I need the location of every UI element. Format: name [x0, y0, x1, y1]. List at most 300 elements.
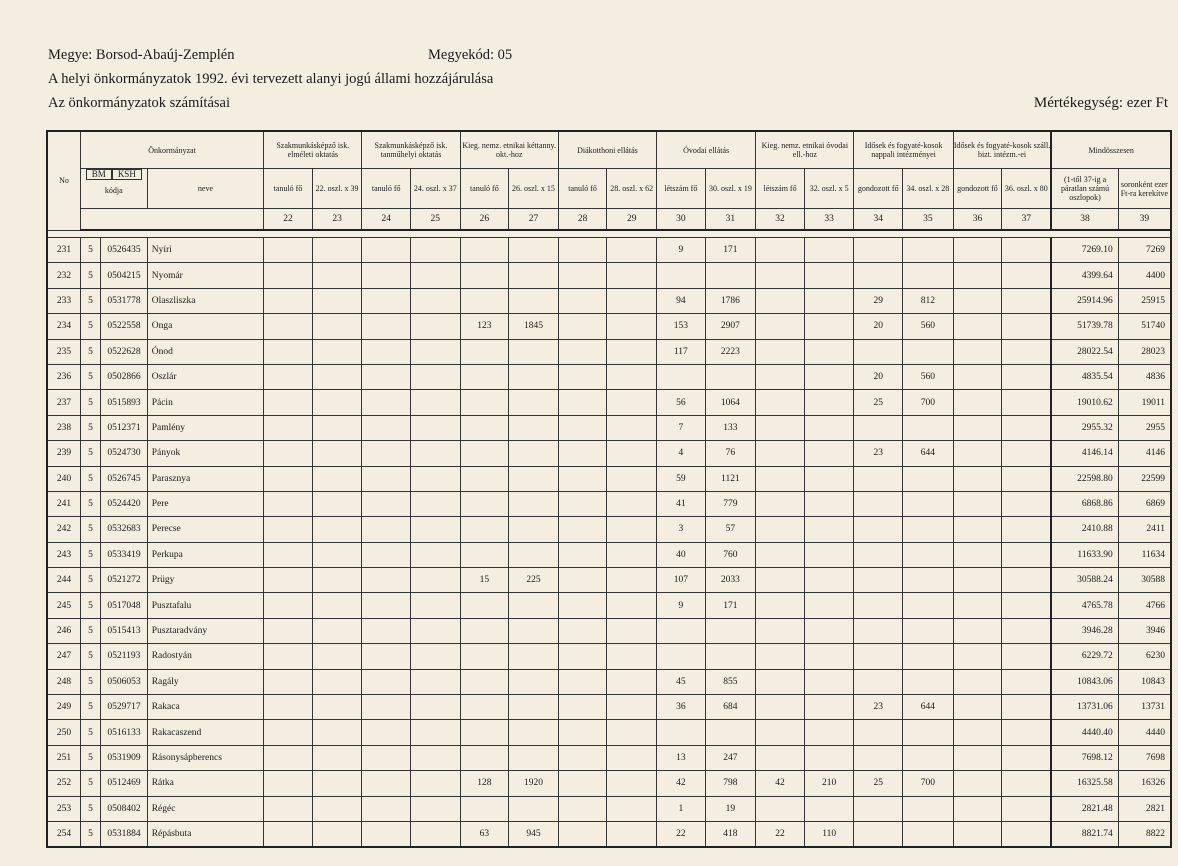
value-cell — [953, 568, 1002, 593]
value-cell — [312, 542, 362, 567]
value-cell — [953, 669, 1002, 694]
value-cell — [903, 415, 954, 440]
table-row — [47, 669, 1171, 694]
value-cell — [509, 796, 559, 821]
value-cell — [312, 491, 362, 516]
value-cell: 3 — [657, 517, 706, 542]
value-cell: 2411 — [1118, 517, 1171, 542]
value-cell — [804, 593, 854, 618]
value-cell — [756, 263, 805, 288]
value-cell — [756, 644, 805, 669]
ksh-code: 0515413 — [101, 618, 148, 643]
bm-code: 5 — [80, 695, 100, 720]
table-row — [47, 644, 1171, 669]
ksh-code: 0508402 — [101, 796, 148, 821]
value-cell — [410, 263, 460, 288]
ksh-code: 0515893 — [101, 390, 148, 415]
table-header — [47, 131, 1171, 230]
value-cell — [903, 618, 954, 643]
column-number: 24 — [362, 209, 411, 231]
value-cell — [804, 263, 854, 288]
value-cell — [903, 517, 954, 542]
value-cell: 22599 — [1118, 466, 1171, 491]
table-row — [47, 314, 1171, 339]
value-cell — [854, 542, 903, 567]
value-cell — [509, 364, 559, 389]
group-header-total: Mindösszesen — [1051, 131, 1171, 169]
value-cell — [460, 745, 509, 770]
value-cell: 25 — [854, 771, 903, 796]
value-cell — [264, 314, 313, 339]
value-cell — [312, 364, 362, 389]
value-cell: 700 — [903, 771, 954, 796]
value-cell — [362, 390, 411, 415]
value-cell — [756, 339, 805, 364]
subheader-cell: tanuló fő — [558, 169, 607, 209]
value-cell: 644 — [903, 441, 954, 466]
value-cell: 225 — [509, 568, 559, 593]
value-cell: 42 — [756, 771, 805, 796]
value-cell — [953, 644, 1002, 669]
municipality-name: Pamlény — [147, 415, 263, 440]
value-cell — [756, 491, 805, 516]
value-cell — [460, 695, 509, 720]
value-cell — [558, 618, 607, 643]
table-row — [47, 364, 1171, 389]
value-cell: 76 — [705, 441, 756, 466]
bm-code: 5 — [80, 491, 100, 516]
code-label: kódja — [104, 186, 123, 195]
row-number: 248 — [47, 669, 80, 694]
row-number: 252 — [47, 771, 80, 796]
value-cell — [558, 441, 607, 466]
value-cell — [264, 695, 313, 720]
value-cell — [953, 491, 1002, 516]
value-cell: 13 — [657, 745, 706, 770]
value-cell — [756, 466, 805, 491]
value-cell: 15 — [460, 568, 509, 593]
value-cell — [903, 263, 954, 288]
ksh-code: 0526435 — [101, 238, 148, 263]
value-cell: 10843 — [1118, 669, 1171, 694]
value-cell: 171 — [705, 238, 756, 263]
value-cell — [1002, 542, 1052, 567]
value-cell: 560 — [903, 314, 954, 339]
value-cell: 418 — [705, 821, 756, 847]
value-cell: 22598.80 — [1051, 466, 1118, 491]
value-cell — [953, 771, 1002, 796]
value-cell: 684 — [705, 695, 756, 720]
value-cell — [558, 339, 607, 364]
value-cell: 29 — [854, 288, 903, 313]
ksh-code: 0529717 — [101, 695, 148, 720]
value-cell — [264, 669, 313, 694]
allocation-table — [46, 130, 1172, 848]
value-cell — [607, 491, 657, 516]
value-cell — [854, 517, 903, 542]
value-cell: 4399.64 — [1051, 263, 1118, 288]
value-cell — [362, 821, 411, 847]
value-cell — [903, 669, 954, 694]
table-row — [47, 593, 1171, 618]
value-cell — [607, 238, 657, 263]
ksh-code: 0526745 — [101, 466, 148, 491]
value-cell — [558, 263, 607, 288]
value-cell — [558, 466, 607, 491]
value-cell — [362, 415, 411, 440]
value-cell: 19011 — [1118, 390, 1171, 415]
value-cell — [854, 618, 903, 643]
value-cell — [1002, 720, 1052, 745]
value-cell: 41 — [657, 491, 706, 516]
value-cell — [1002, 669, 1052, 694]
ksh-code: 0512371 — [101, 415, 148, 440]
value-cell — [362, 796, 411, 821]
value-cell — [1002, 390, 1052, 415]
value-cell: 23 — [854, 441, 903, 466]
table-row — [47, 238, 1171, 263]
bm-code: 5 — [80, 771, 100, 796]
value-cell — [804, 695, 854, 720]
value-cell — [607, 695, 657, 720]
value-cell: 51740 — [1118, 314, 1171, 339]
value-cell: 11634 — [1118, 542, 1171, 567]
value-cell: 4836 — [1118, 364, 1171, 389]
group-header: Kieg. nemz. etnikai óvodai ell.-hoz — [756, 131, 854, 169]
value-cell — [953, 796, 1002, 821]
value-cell — [312, 644, 362, 669]
value-cell: 45 — [657, 669, 706, 694]
value-cell — [410, 314, 460, 339]
value-cell — [705, 618, 756, 643]
value-cell — [410, 288, 460, 313]
value-cell — [509, 644, 559, 669]
value-cell — [460, 339, 509, 364]
value-cell — [410, 593, 460, 618]
row-number: 240 — [47, 466, 80, 491]
value-cell — [953, 288, 1002, 313]
value-cell — [264, 339, 313, 364]
spacer-row — [47, 230, 1171, 238]
value-cell: 779 — [705, 491, 756, 516]
subheader-cell: 24. oszl. x 37 — [410, 169, 460, 209]
value-cell — [460, 238, 509, 263]
value-cell: 22 — [756, 821, 805, 847]
row-number: 251 — [47, 745, 80, 770]
subheader-cell: tanuló fő — [460, 169, 509, 209]
column-number: 38 — [1051, 209, 1118, 231]
value-cell — [903, 745, 954, 770]
value-cell — [312, 669, 362, 694]
value-cell — [362, 491, 411, 516]
municipality-name: Rásonysápberencs — [147, 745, 263, 770]
value-cell — [410, 669, 460, 694]
table-row — [47, 796, 1171, 821]
value-cell: 19 — [705, 796, 756, 821]
spacer-cell — [47, 230, 1171, 238]
value-cell — [410, 466, 460, 491]
value-cell — [607, 466, 657, 491]
ksh-code: 0524420 — [101, 491, 148, 516]
value-cell — [362, 314, 411, 339]
code-header — [80, 169, 147, 209]
table-row — [47, 415, 1171, 440]
value-cell — [558, 796, 607, 821]
value-cell: 4440 — [1118, 720, 1171, 745]
value-cell — [607, 288, 657, 313]
value-cell — [804, 720, 854, 745]
bm-code: 5 — [80, 390, 100, 415]
value-cell — [509, 238, 559, 263]
value-cell — [705, 263, 756, 288]
county-code-label: Megyekód: 05 — [428, 47, 513, 63]
value-cell — [558, 568, 607, 593]
value-cell — [903, 542, 954, 567]
value-cell — [264, 568, 313, 593]
value-cell — [312, 720, 362, 745]
value-cell — [460, 466, 509, 491]
value-cell: 153 — [657, 314, 706, 339]
value-cell — [854, 745, 903, 770]
value-cell — [312, 695, 362, 720]
value-cell — [804, 796, 854, 821]
value-cell: 812 — [903, 288, 954, 313]
value-cell: 110 — [804, 821, 854, 847]
value-cell — [509, 491, 559, 516]
value-cell — [804, 441, 854, 466]
municipality-name: Pányok — [147, 441, 263, 466]
subheader-cell: 22. oszl. x 39 — [312, 169, 362, 209]
value-cell — [264, 238, 313, 263]
value-cell — [756, 441, 805, 466]
value-cell — [804, 517, 854, 542]
value-cell — [264, 517, 313, 542]
value-cell — [264, 644, 313, 669]
subheader-cell: 34. oszl. x 28 — [903, 169, 954, 209]
unit-label: Mértékegység: ezer Ft — [1033, 95, 1168, 111]
value-cell — [460, 390, 509, 415]
value-cell — [410, 390, 460, 415]
group-header: Óvodai ellátás — [657, 131, 756, 169]
value-cell: 19010.62 — [1051, 390, 1118, 415]
row-number: 231 — [47, 238, 80, 263]
value-cell — [558, 644, 607, 669]
ksh-code: 0516133 — [101, 720, 148, 745]
value-cell — [558, 390, 607, 415]
header-onkormanyzat: Önkormányzat — [80, 131, 263, 169]
value-cell — [312, 263, 362, 288]
value-cell — [312, 339, 362, 364]
value-cell — [460, 263, 509, 288]
ksh-code: 0512469 — [101, 771, 148, 796]
value-cell: 94 — [657, 288, 706, 313]
value-cell — [705, 720, 756, 745]
bm-code: 5 — [80, 339, 100, 364]
value-cell — [410, 441, 460, 466]
value-cell — [756, 390, 805, 415]
header-spacer — [80, 209, 263, 231]
value-cell: 107 — [657, 568, 706, 593]
value-cell — [460, 796, 509, 821]
municipality-name: Pere — [147, 491, 263, 516]
value-cell — [410, 821, 460, 847]
row-number: 241 — [47, 491, 80, 516]
bm-code: 5 — [80, 542, 100, 567]
table-row — [47, 745, 1171, 770]
row-number: 232 — [47, 263, 80, 288]
name-header: neve — [147, 169, 263, 209]
value-cell — [460, 364, 509, 389]
column-number: 27 — [509, 209, 559, 231]
subheader-cell: 26. oszl. x 15 — [509, 169, 559, 209]
value-cell — [1002, 339, 1052, 364]
value-cell: 560 — [903, 364, 954, 389]
value-cell — [854, 238, 903, 263]
table-row — [47, 339, 1171, 364]
value-cell: 23 — [854, 695, 903, 720]
value-cell — [1002, 466, 1052, 491]
value-cell: 128 — [460, 771, 509, 796]
value-cell — [953, 339, 1002, 364]
value-cell — [460, 720, 509, 745]
value-cell — [312, 821, 362, 847]
value-cell — [410, 491, 460, 516]
subheader-cell: 30. oszl. x 19 — [705, 169, 756, 209]
value-cell: 2223 — [705, 339, 756, 364]
table-row — [47, 568, 1171, 593]
value-cell: 1786 — [705, 288, 756, 313]
document-title: A helyi önkormányzatok 1992. évi tervezett alanyi jogú állami hozzájárulása — [48, 71, 494, 87]
table-row — [47, 390, 1171, 415]
value-cell: 30588 — [1118, 568, 1171, 593]
value-cell — [804, 669, 854, 694]
value-cell: 13731 — [1118, 695, 1171, 720]
row-number: 247 — [47, 644, 80, 669]
column-number: 33 — [804, 209, 854, 231]
value-cell — [558, 364, 607, 389]
value-cell: 6868.86 — [1051, 491, 1118, 516]
value-cell — [509, 593, 559, 618]
value-cell — [410, 364, 460, 389]
value-cell — [362, 771, 411, 796]
bm-ksh-labels — [81, 169, 147, 180]
value-cell — [804, 644, 854, 669]
value-cell: 123 — [460, 314, 509, 339]
value-cell: 7269.10 — [1051, 238, 1118, 263]
bm-code: 5 — [80, 364, 100, 389]
value-cell — [804, 466, 854, 491]
ksh-code: 0517048 — [101, 593, 148, 618]
value-cell — [1002, 364, 1052, 389]
value-cell — [264, 364, 313, 389]
row-number: 233 — [47, 288, 80, 313]
value-cell — [854, 339, 903, 364]
value-cell — [804, 745, 854, 770]
value-cell: 2410.88 — [1051, 517, 1118, 542]
value-cell — [756, 238, 805, 263]
value-cell — [312, 415, 362, 440]
value-cell: 2907 — [705, 314, 756, 339]
value-cell: 945 — [509, 821, 559, 847]
value-cell — [903, 821, 954, 847]
value-cell: 6229.72 — [1051, 644, 1118, 669]
value-cell — [657, 364, 706, 389]
column-number: 28 — [558, 209, 607, 231]
bm-code: 5 — [80, 288, 100, 313]
value-cell — [312, 441, 362, 466]
value-cell — [756, 364, 805, 389]
value-cell: 117 — [657, 339, 706, 364]
value-cell: 210 — [804, 771, 854, 796]
value-cell: 6230 — [1118, 644, 1171, 669]
row-number: 236 — [47, 364, 80, 389]
value-cell — [953, 618, 1002, 643]
value-cell: 3946.28 — [1051, 618, 1118, 643]
value-cell — [903, 466, 954, 491]
value-cell — [362, 568, 411, 593]
value-cell — [362, 263, 411, 288]
value-cell: 7698 — [1118, 745, 1171, 770]
bm-code: 5 — [80, 517, 100, 542]
ksh-code: 0533419 — [101, 542, 148, 567]
subheader-cell: 28. oszl. x 62 — [607, 169, 657, 209]
value-cell — [657, 618, 706, 643]
value-cell — [1002, 441, 1052, 466]
bm-code: 5 — [80, 745, 100, 770]
value-cell — [1002, 695, 1052, 720]
value-cell — [312, 593, 362, 618]
value-cell — [854, 821, 903, 847]
value-cell: 51739.78 — [1051, 314, 1118, 339]
bm-code: 5 — [80, 720, 100, 745]
group-header: Idősek és fogyaté-kosok száll. bizt. intézm.-ei — [953, 131, 1051, 169]
value-cell: 2033 — [705, 568, 756, 593]
value-cell — [410, 238, 460, 263]
value-cell — [312, 618, 362, 643]
value-cell — [264, 771, 313, 796]
column-number: 30 — [657, 209, 706, 231]
value-cell — [607, 517, 657, 542]
table-row — [47, 288, 1171, 313]
municipality-name: Pácin — [147, 390, 263, 415]
value-cell — [264, 288, 313, 313]
value-cell — [362, 720, 411, 745]
value-cell — [362, 593, 411, 618]
value-cell — [558, 695, 607, 720]
value-cell: 760 — [705, 542, 756, 567]
value-cell: 25914.96 — [1051, 288, 1118, 313]
municipality-name: Rakaca — [147, 695, 263, 720]
subheader-cell: létszám fő — [756, 169, 805, 209]
table-row — [47, 821, 1171, 847]
value-cell — [509, 618, 559, 643]
value-cell — [1002, 593, 1052, 618]
row-number: 239 — [47, 441, 80, 466]
value-cell — [953, 466, 1002, 491]
value-cell — [854, 796, 903, 821]
value-cell — [607, 720, 657, 745]
bm-code: 5 — [80, 796, 100, 821]
value-cell: 4440.40 — [1051, 720, 1118, 745]
value-cell — [312, 390, 362, 415]
value-cell: 16326 — [1118, 771, 1171, 796]
value-cell — [558, 314, 607, 339]
ksh-code: 0532683 — [101, 517, 148, 542]
row-number: 243 — [47, 542, 80, 567]
value-cell — [509, 669, 559, 694]
column-number: 36 — [953, 209, 1002, 231]
group-header: Idősek és fogyaté-kosok nappali intézményei — [854, 131, 953, 169]
